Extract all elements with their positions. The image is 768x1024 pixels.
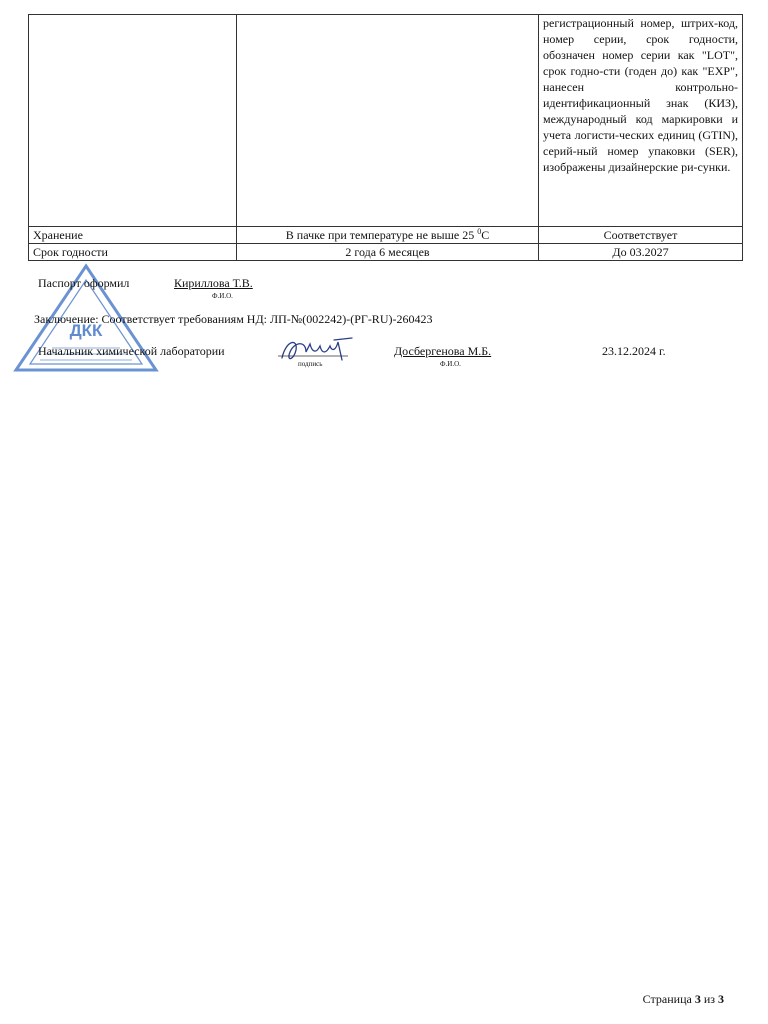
storage-norm [237,227,539,244]
head-of-lab-label: Начальник химической лаборатории [38,344,225,358]
page-current: 3 [694,992,701,1006]
degree-sup: 0 [477,227,482,236]
storage-norm-text: В пачке при температуре не выше 25 [285,228,475,242]
shelf-life-label: Срок годности [29,244,237,261]
page-footer [643,992,724,1007]
table-row-storage [29,227,743,244]
storage-label: Хранение [29,227,237,244]
page-label: Страница [642,992,692,1006]
storage-unit: С [481,228,490,242]
passport-name: Кириллова Т.В. [174,276,253,290]
head-of-lab-name-caption: Ф.И.О. [440,360,461,368]
storage-result: Соответствует [539,227,743,244]
table-row-shelf-life [29,244,743,261]
passport-name-caption: Ф.И.О. [212,292,233,300]
conclusion-text: Заключение: Соответствует требованиям НД: ЛП-№(002242)-(РГ-RU)-260423 [34,312,433,326]
table-row-continued [29,15,743,227]
page-sep: из [703,992,715,1006]
shelf-life-result: До 03.2027 [539,244,743,261]
spec-table [28,14,743,261]
date: 23.12.2024 г. [602,344,666,358]
packaging-description-cell: регистрационный номер, штрих-код, номер серии, срок годности, обозначен номер серии как "LOT", срок годно-сти (годен до) как "EXP", нанесен контрольно-идентификационный знак (КИЗ), международный код маркировки и учета логисти-ческих единиц (GTIN), серий-ный номер упаковки (SER), изображены дизайнерские ри-сунки. [539,15,743,227]
table-cell-empty [29,15,237,227]
stamp-text: ДКК [69,321,103,340]
page-total: 3 [718,992,724,1006]
signature-caption: подпись [298,360,323,368]
head-of-lab-name: Досбергенова М.Б. [394,344,492,358]
shelf-life-norm: 2 года 6 месяцев [237,244,539,261]
passport-label: Паспорт оформил [38,276,130,290]
table-cell-empty [237,15,539,227]
